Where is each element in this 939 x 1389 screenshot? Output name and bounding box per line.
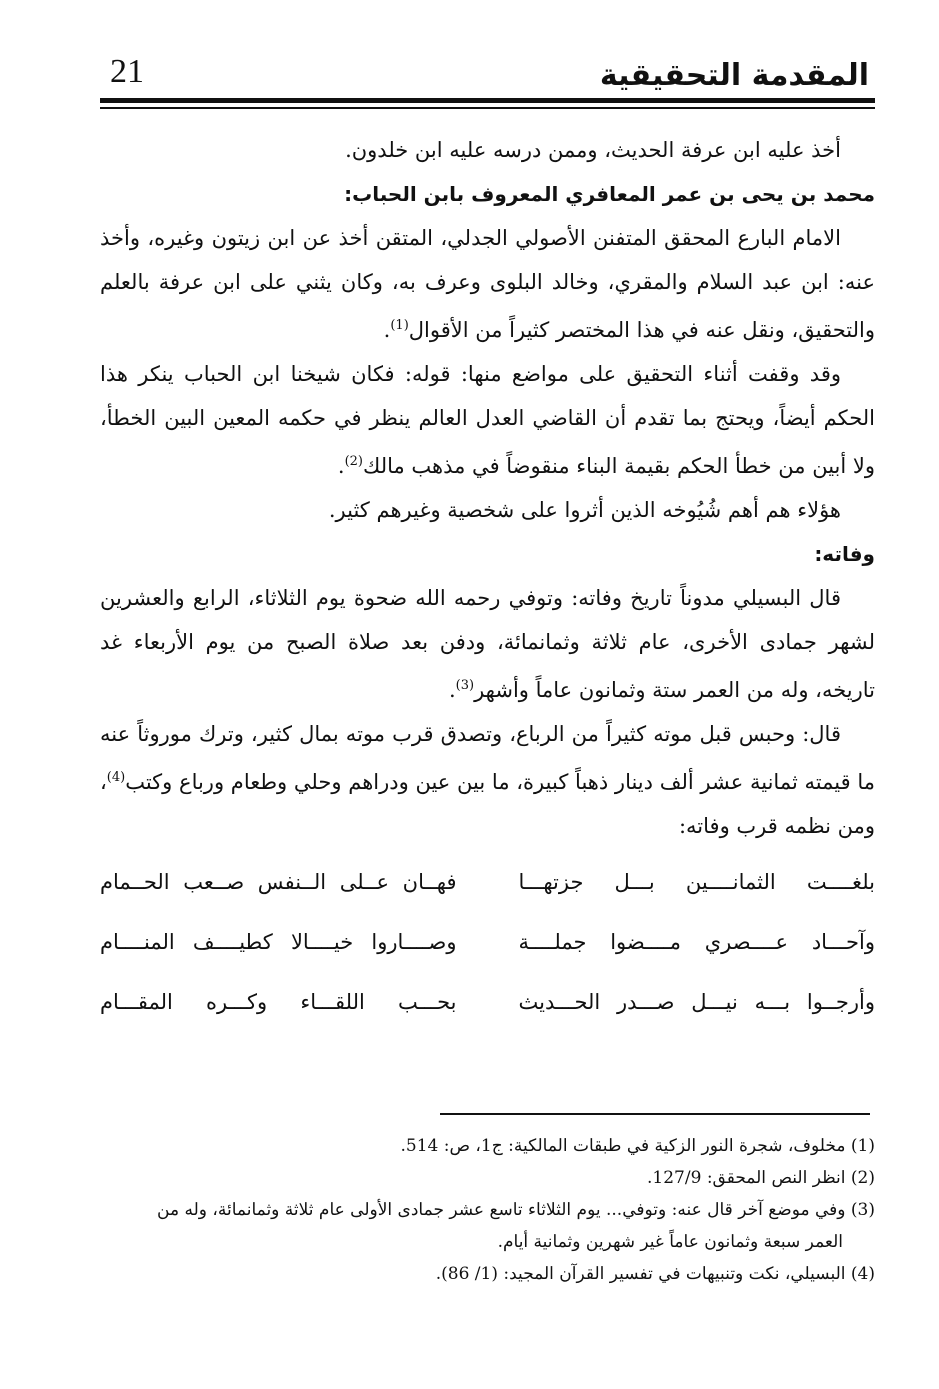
paragraph-text: وقد وقفت أثناء التحقيق على مواضع منها: قوله: فكان شيخنا ابن الحباب ينكر هذا الحكم أيضاً، ويحتج بما تقدم أن القاضي العدل العالم ينظر في حكمه المعين البين الخطأ، ولا أبين من خطأ الحكم بقيمة البناء منقوضاً في مذهب مالك (100, 362, 875, 478)
footnote: (1) مخلوف، شجرة النور الزكية في طبقات المالكية: ج1، ص: 514. (400, 1136, 875, 1156)
paragraph-end: . (337, 454, 345, 478)
footnote: (3) وفي موضع آخر قال عنه: وتوفي... يوم الثلاثاء تاسع عشر جمادى الأولى عام ثلاثة وثمانمائة، وله من (157, 1200, 875, 1220)
verse-first-hemistich: وأرجــوا بـــه نيـــل صـــدر الحـــديث (518, 990, 875, 1014)
verse-second-hemistich: بحـــب اللقـــاء وكـــره المقـــام (100, 990, 457, 1014)
paragraph (100, 352, 875, 488)
header-rule-thin (100, 107, 875, 109)
footnotes (100, 1130, 875, 1290)
paragraph-text: قال: وحبس قبل موته كثيراً من الرباع، وتصدق قرب موته بمال كثير، وترك موروثاً عنه ما قيمته ثمانية عشر ألف دينار ذهباً كبيرة، ما بين عين ودراهم وحلي وطعام ورباع وكتب (100, 722, 876, 794)
footnote-ref: (1) (390, 318, 409, 333)
paragraph (100, 712, 875, 848)
paragraph-end: . (448, 678, 456, 702)
running-title: المقدمة التحقيقية (599, 58, 869, 93)
verse-first-hemistich: وآحـــاد عــــصري مــــضوا جملــــة (518, 930, 875, 954)
paragraph-text: الامام البارع المحقق المتفنن الأصولي الجدلي، المتقن أخذ عن ابن زيتون وغيره، وأخذ عنه: ابن عبد السلام والمقري، وخالد البلوى وعرف به، وكان يثني على ابن عرفة بالعلم والتحقيق، ونقل عنه في هذا المختصر كثيراً من الأقوال (100, 226, 875, 342)
paragraph: أخذ عليه ابن عرفة الحديث، وممن درسه عليه ابن خلدون. (345, 138, 841, 162)
verse-second-hemistich: وصــــاروا خيــــالا كطيــــف المنــــام (100, 930, 457, 954)
paragraph-end: . (383, 318, 391, 342)
footnote-ref: (2) (344, 454, 363, 469)
verse-first-hemistich: بلغــــت الثمانــــين بـــل جزتهـــا (518, 870, 875, 894)
poem (100, 852, 875, 1032)
footnote-ref: (4) (106, 770, 126, 785)
poem-verse (100, 972, 875, 1032)
verse-second-hemistich: فهــان عــلى الــنفس صــعب الحــمام (100, 870, 457, 894)
paragraph-text: قال البسيلي مدوناً تاريخ وفاته: وتوفي رحمه الله ضحوة يوم الثلاثاء، الرابع والعشرين لشهر جمادى الأخرى، عام ثلاثة وثمانمائة، ودفن بعد صلاة الصبح من يوم الأربعاء غد تاريخه، وله من العمر ستة وثمانون عاماً وأشهر (100, 586, 875, 702)
header-rule-thick (100, 98, 875, 103)
paragraph: هؤلاء هم أهم شُيُوخه الذين أثروا على شخصية وغيرهم كثير. (328, 498, 841, 522)
footnote: (4) البسيلي، نكت وتنبيهات في تفسير القرآن المجيد: (1/ 86). (435, 1264, 875, 1284)
paragraph (100, 576, 875, 712)
paragraph (100, 216, 875, 352)
poem-verse (100, 852, 875, 912)
paragraph-end: ، ومن نظمه قرب وفاته: (100, 770, 875, 838)
section-heading: محمد بن يحى بن عمر المعافري المعروف بابن الحباب: (344, 182, 875, 206)
footnote-separator (440, 1113, 870, 1115)
page-number: 21 (110, 53, 144, 90)
section-heading: وفاته: (814, 542, 875, 566)
footnote-continuation: العمر سبعة وثمانون عاماً غير شهرين وثمانية أيام. (497, 1232, 843, 1252)
poem-verse (100, 912, 875, 972)
page-body (100, 128, 875, 1032)
footnote-ref: (3) (455, 678, 475, 693)
footnote: (2) انظر النص المحقق: 127/9. (647, 1168, 875, 1188)
